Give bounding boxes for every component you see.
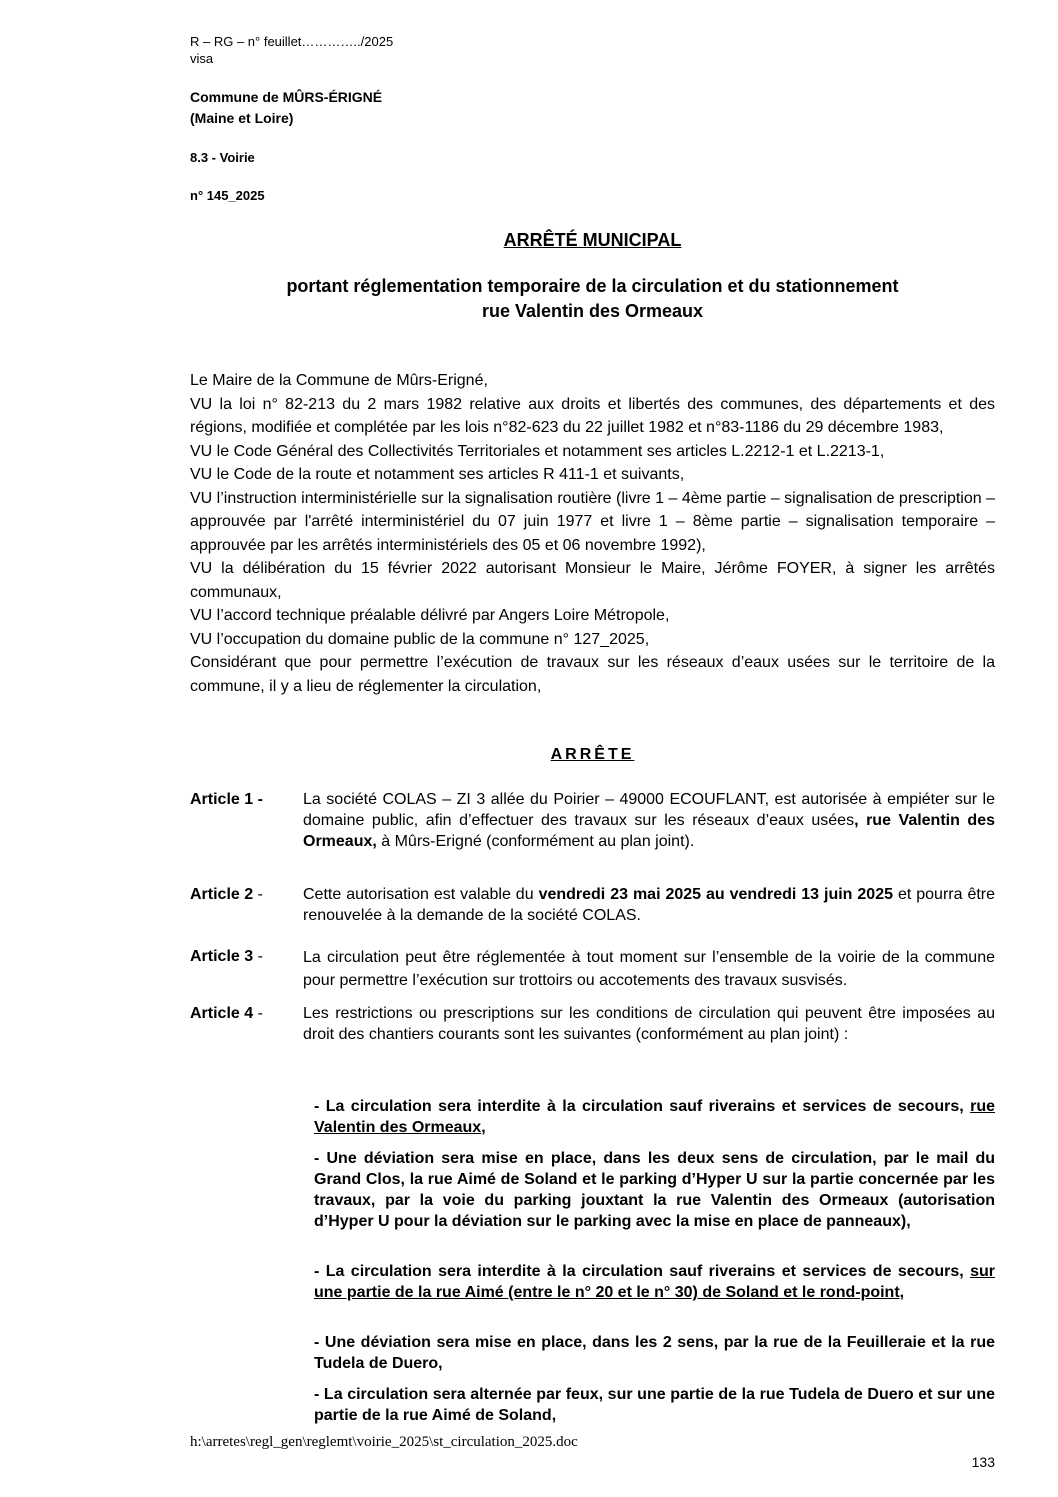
category-label: 8.3 - Voirie: [190, 150, 255, 165]
visa-line: visa: [190, 51, 214, 66]
arrete-number: n° 145_2025: [190, 188, 265, 203]
file-path-footer: h:\arretes\regl_gen\reglemt\voirie_2025\st_circulation_2025.doc: [190, 1434, 578, 1450]
arrete-heading: ARRÊTE: [550, 746, 635, 763]
article-1-text: La société COLAS – ZI 3 allée du Poirier – 49000 ECOUFLANT, est autorisée à empiéter sur le domaine public, afin d’effectuer des travaux sur les réseaux d’eaux usées, rue Valentin des Ormeaux, à Mûrs-Erigné (conformément au plan joint).: [303, 791, 995, 850]
article-3-label: Article 3 -: [190, 948, 263, 965]
page-number: 133: [971, 1454, 995, 1470]
subtitle-line-2: rue Valentin des Ormeaux: [481, 301, 704, 321]
preamble-vu-accord: VU l’accord technique préalable délivré par Angers Loire Métropole,: [190, 607, 670, 624]
article-4-text: Les restrictions ou prescriptions sur les conditions de circulation qui peuvent être imposées au droit des chantiers courants sont les suivantes (conformément au plan joint) :: [303, 1005, 995, 1043]
restriction-item-2: - Une déviation sera mise en place, dans les deux sens de circulation, par le mail du Grand Clos, la rue Aimé de Soland et le parking d’Hyper U sur la partie concernée par les travaux, par la voie du parking jouxtant la rue Valentin des Ormeaux (autorisation d’Hyper U pour la déviation sur le parking avec la mise en place de panneaux),: [314, 1150, 995, 1230]
preamble-vu-cgct: VU le Code Général des Collectivités Territoriales et notamment ses articles L.2212-1 et L.2213-1,: [190, 442, 885, 460]
restriction-item-5: - La circulation sera alternée par feux, sur une partie de la rue Tudela de Duero et sur une partie de la rue Aimé de Soland,: [314, 1386, 995, 1424]
restriction-item-3: - La circulation sera interdite à la circulation sauf riverains et services de secours, sur une partie de la rue Aimé (entre le n° 20 et le n° 30) de Soland et le rond-point,: [314, 1263, 995, 1301]
preamble-vu-loi: VU la loi n° 82-213 du 2 mars 1982 relative aux droits et libertés des communes, des départements et des régions, modifiée et complétée par les lois n°82-623 du 22 juillet 1982 et n°83-1186 du 29 décembre 1983,: [190, 395, 995, 436]
article-3-text: La circulation peut être réglementée à tout moment sur l’ensemble de la voirie de la commune pour permettre l’exécution sur trottoirs ou accotements des travaux susvisés.: [303, 949, 995, 989]
article-2-label: Article 2 -: [190, 886, 263, 903]
preamble-vu-deliberation: VU la délibération du 15 février 2022 autorisant Monsieur le Maire, Jérôme FOYER, à signer les arrêtés communaux,: [190, 560, 995, 601]
restriction-item-1: - La circulation sera interdite à la circulation sauf riverains et services de secours, rue Valentin des Ormeaux,: [314, 1098, 995, 1136]
commune-name: Commune de MÛRS-ÉRIGNÉ: [190, 89, 383, 105]
article-2-text: Cette autorisation est valable du vendredi 23 mai 2025 au vendredi 13 juin 2025 et pourra être renouvelée à la demande de la société COLAS.: [303, 886, 996, 924]
commune-department: (Maine et Loire): [190, 110, 294, 126]
preamble-vu-code-route: VU le Code de la route et notamment ses articles R 411-1 et suivants,: [190, 466, 685, 483]
document-subtitle: [190, 274, 995, 324]
feuillet-line: R – RG – n° feuillet…………../2025: [190, 34, 394, 49]
restriction-item-4: - Une déviation sera mise en place, dans les 2 sens, par la rue de la Feuilleraie et la rue Tudela de Duero,: [314, 1334, 995, 1372]
article-1-label: Article 1 -: [190, 791, 263, 808]
document-title: ARRÊTÉ MUNICIPAL: [503, 230, 682, 250]
preamble: [190, 369, 995, 698]
preamble-vu-occupation: VU l’occupation du domaine public de la commune n° 127_2025,: [190, 630, 650, 648]
preamble-intro: Le Maire de la Commune de Mûrs-Erigné,: [190, 372, 488, 389]
preamble-considerant: Considérant que pour permettre l’exécution de travaux sur les réseaux d’eaux usées sur le territoire de la commune, il y a lieu de réglementer la circulation,: [190, 654, 995, 695]
article-4-label: Article 4 -: [190, 1005, 263, 1022]
preamble-vu-instruction: VU l’instruction interministérielle sur la signalisation routière (livre 1 – 4ème partie – signalisation de prescription – approuvée par l'arrêté interministériel du 07 juin 1977 et livre 1 – 8ème partie – signalisation temporaire – approuvée par les arrêtés interministériels des 05 et 06 novembre 1992),: [190, 489, 995, 554]
subtitle-line-1: portant réglementation temporaire de la circulation et du stationnement: [286, 276, 899, 296]
